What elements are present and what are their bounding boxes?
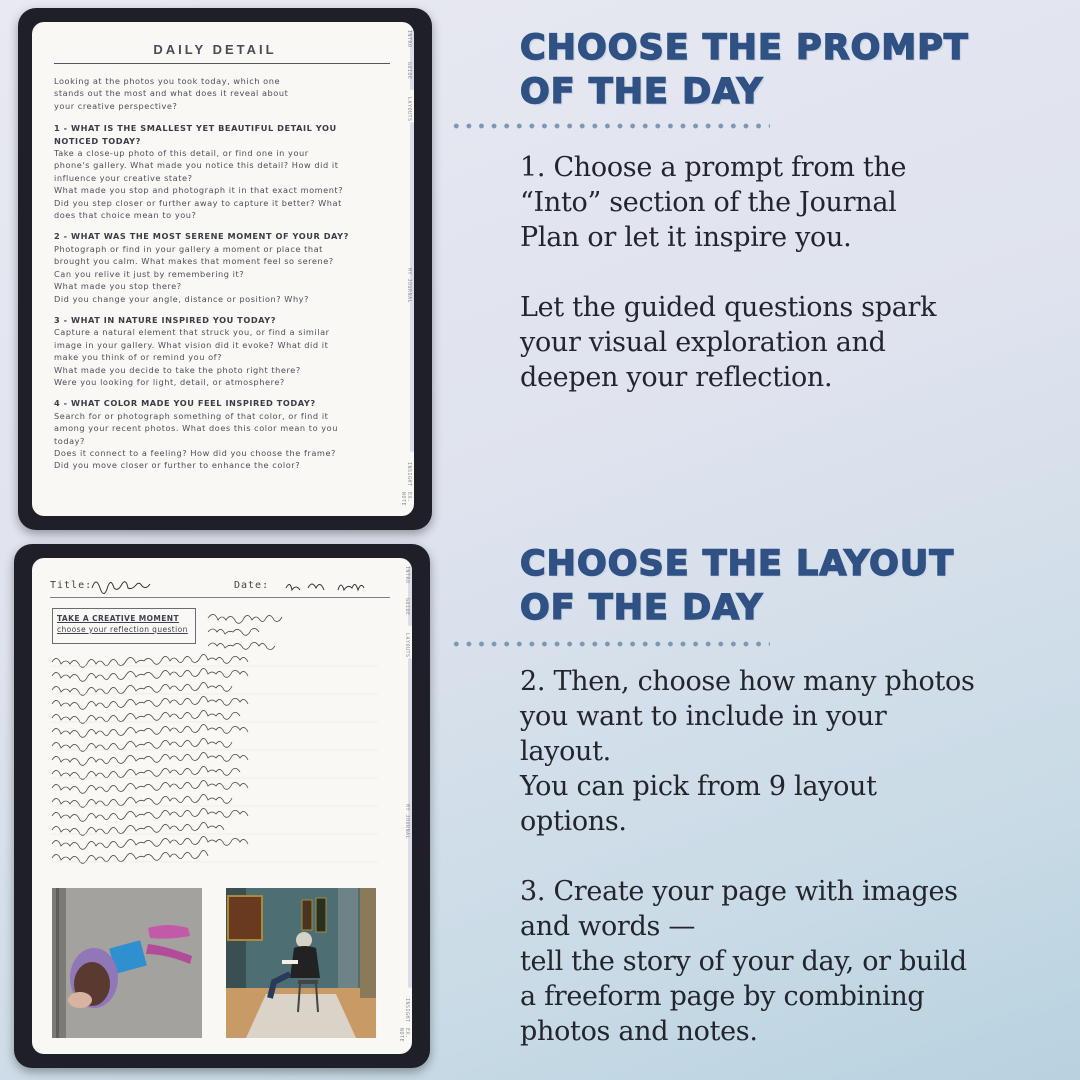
section-tabs <box>398 558 412 1054</box>
prompt-section <box>54 314 392 388</box>
heading-layout-of-day: CHOOSE THE LAYOUT OF THE DAY <box>520 544 955 628</box>
prompt-heading: 4 - WHAT COLOR MADE YOU FEEL INSPIRED TODAY? <box>54 398 316 409</box>
tab-guide[interactable]: GUIDE <box>406 62 412 80</box>
creative-moment-title: TAKE A CREATIVE MOMENT <box>57 614 179 623</box>
intro-text: Looking at the photos you took today, which one stands out the most and what does it reveal about your creative perspective? <box>54 76 289 111</box>
prompt-section <box>54 122 392 221</box>
tab-insight[interactable]: INSIGHT <box>406 462 412 487</box>
tab-guide[interactable]: GUIDE <box>404 598 410 616</box>
steps-2-3-text: 2. Then, choose how many photos you want to include in your layout. You can pick from 9 layout options. 3. Create your page with images and words — tell the story of your day, or build a freeform page by combining photos and notes. <box>520 666 975 1047</box>
tab-layouts[interactable]: LAYOUTS <box>406 97 412 122</box>
layout-page-screen <box>32 558 412 1054</box>
reflection-question-link[interactable]: choose your reflection question <box>57 625 188 634</box>
page-header <box>50 572 390 598</box>
handwritten-title <box>90 574 160 596</box>
guided-questions-text: Let the guided questions spark your visual exploration and deepen your reflection. <box>520 292 937 393</box>
tablet-layout-page <box>14 544 430 1068</box>
section-tabs <box>400 22 414 516</box>
photo-museum-image <box>226 888 376 1038</box>
dotted-divider <box>450 640 770 648</box>
prompt-text: Take a close-up photo of this detail, or find one in your phone's gallery. What made you notice this detail? How did it influence your creative state? What made you stop and photograph it in that exact moment? Did you step closer or further away to capture it better? What does that choice mean to you? <box>54 148 344 221</box>
prompt-heading: 3 - WHAT IN NATURE INSPIRED YOU TODAY? <box>54 314 277 325</box>
heading-prompt-of-day: CHOOSE THE PROMPT OF THE DAY <box>520 28 969 112</box>
title-label: Title: <box>50 580 93 591</box>
prompt-text: Search for or photograph something of that color, or find it among your recent photos. What does this color mean to you today? Does it connect to a feeling? How did you choose the frame? Did you move closer or further to enhance the color? <box>54 410 338 471</box>
tab-my-journal[interactable]: MY JOURNAL <box>404 804 410 840</box>
date-label: Date: <box>234 580 270 591</box>
photo-child-with-tablet[interactable] <box>52 888 202 1038</box>
tab-intro[interactable]: INTRO <box>404 566 410 584</box>
photo-child-image <box>52 888 202 1038</box>
page-title: DAILY DETAIL <box>153 42 277 57</box>
tab-layouts[interactable]: LAYOUTS <box>404 633 410 658</box>
title-divider <box>54 63 390 64</box>
prompt-text: Photograph or find in your gallery a moment or place that brought you calm. What makes that moment feel so serene? Can you relive it just by remembering it? What made you stop there? Did you change your angle, distance or position? Why? <box>54 243 334 304</box>
handwritten-date <box>282 574 382 596</box>
tab-insight[interactable]: INSIGHT <box>404 998 410 1023</box>
tablet-prompt-page <box>18 8 432 530</box>
dotted-divider <box>450 122 770 130</box>
tab-intro[interactable]: INTRO <box>406 30 412 48</box>
prompt-text: Capture a natural element that struck you, or find a similar image in your gallery. What vision did it evoke? What did it make you think of or remind you of? What made you decide to take the photo right there? Were you looking for light, detail, or atmosphere? <box>54 327 330 387</box>
prompt-page-screen <box>32 22 414 516</box>
handwritten-notes <box>32 608 392 878</box>
tab-ex-note[interactable]: EX. NOTE <box>400 492 412 507</box>
step-1-text: 1. Choose a prompt from the “Into” section of the Journal Plan or let it inspire you. <box>520 152 907 253</box>
tab-ex-note[interactable]: EX. NOTE <box>398 1028 410 1043</box>
prompt-body <box>54 75 392 481</box>
prompt-heading: 2 - WHAT WAS THE MOST SERENE MOMENT OF YOUR DAY? <box>54 231 349 242</box>
prompt-heading: 1 - WHAT IS THE SMALLEST YET BEAUTIFUL DETAIL YOU NOTICED TODAY? <box>54 123 337 146</box>
photo-museum-sketcher[interactable] <box>226 888 376 1038</box>
tab-my-journal[interactable]: MY JOURNAL <box>406 268 412 304</box>
prompt-section <box>54 397 392 471</box>
prompt-section <box>54 230 392 304</box>
